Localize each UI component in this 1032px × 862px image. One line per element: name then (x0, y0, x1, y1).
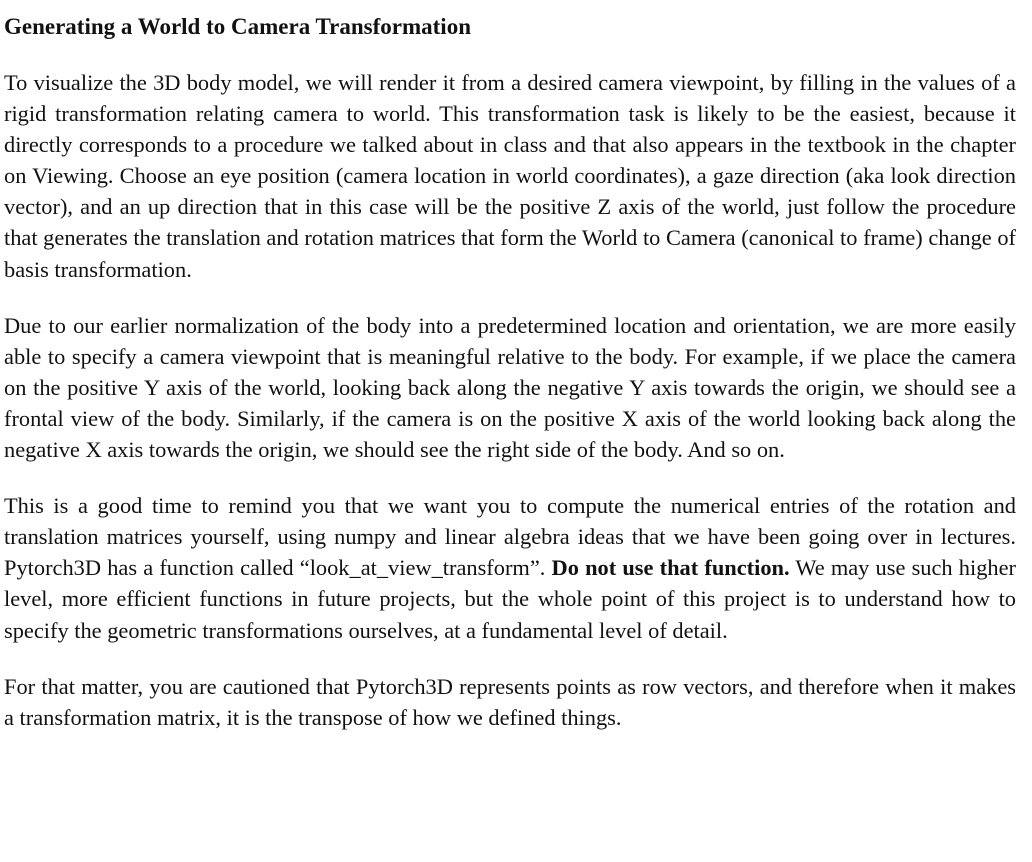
paragraph-camera-transform: To visualize the 3D body model, we will render it from a desired camera viewpoint, by filling in the values of a rigid transformation relating camera to world. This transformation task is likely to be the easiest, because it directly corresponds to a procedure we talked about in class and that also appears in the textbook in the chapter on Viewing. Choose an eye position (camera location in world coordinates), a gaze direction (aka look direction vector), and an up direction that in this case will be the positive Z axis of the world, just follow the procedure that generates the translation and rotation matrices that form the World to Camera (canonical to frame) change of basis transformation. (4, 70, 1016, 282)
section-title: Generating a World to Camera Transformation (4, 14, 471, 39)
paragraph-row-vectors: For that matter, you are cautioned that Pytorch3D represents points as row vectors, and therefore when it makes a transformation matrix, it is the transpose of how we defined things. (4, 673, 1016, 730)
warning-bold-text: Do not use that function. (551, 555, 790, 581)
paragraph-compute-yourself (4, 490, 1016, 645)
paragraph-text-start: This is a good time to remind you that we want you to compute the numerical entries of the rotation and translation matrices yourself, using numpy and linear algebra ideas that we have been going over in lectures. Pytorch3D has a function called “look_at_view_transform”. (4, 493, 1016, 581)
paragraph-normalization: Due to our earlier normalization of the body into a predetermined location and orientation, we are more easily able to specify a camera viewpoint that is meaningful relative to the body. For example, if we place the camera on the positive Y axis of the world, looking back along the negative Y axis towards the origin, we should see a frontal view of the body. Similarly, if the camera is on the positive X axis of the world looking back along the negative X axis towards the origin, we should see the right side of the body. And so on. (4, 312, 1016, 463)
paragraph-text-end: We may use such higher level, more efficient functions in future projects, but the whole point of this project is to understand how to specify the geometric transformations ourselves, at a fundamental level of detail. (4, 555, 1016, 643)
